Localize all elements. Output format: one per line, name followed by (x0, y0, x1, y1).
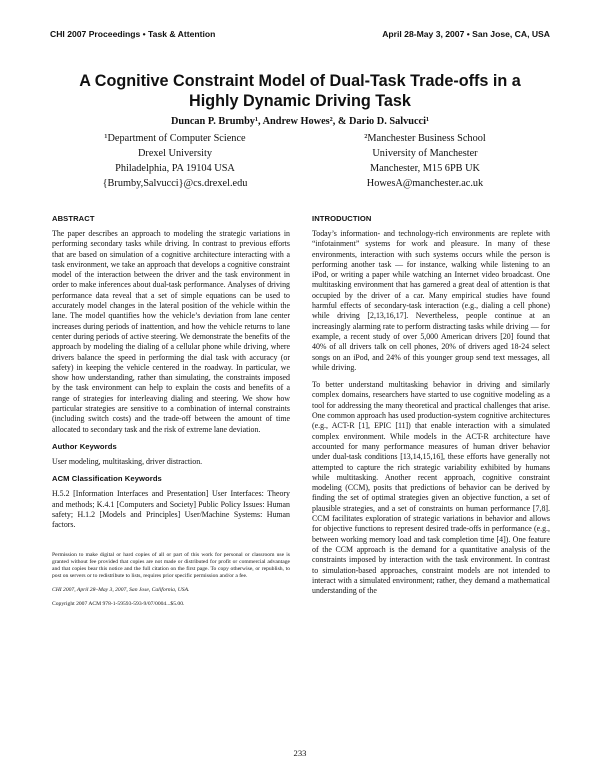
affiliation-email: HowesA@manchester.ac.uk (366, 178, 484, 189)
permission-venue: CHI 2007, April 28–May 3, 2007, San Jose, California, USA. (52, 586, 190, 593)
page-number: 233 (293, 748, 307, 758)
affiliation-left (50, 131, 300, 191)
affiliation-line: Drexel University (137, 148, 213, 159)
affiliation-right (300, 131, 550, 191)
author-list: Duncan P. Brumby¹, Andrew Howes², & Dario D. Salvucci¹ (170, 116, 430, 127)
introduction-heading: INTRODUCTION (312, 214, 372, 223)
permission-text: Permission to make digital or hard copies of all or part of this work for personal or classroom use is granted without fee provided that copies are not made or distributed for profit or commercial advantage and that copies bear this notice and the full citation on the first page. To copy otherwise, or republish, to post on servers or to redistribute to lists, requires prior specific permission and/or a fee. (52, 551, 290, 579)
abstract-heading: ABSTRACT (52, 214, 95, 223)
permission-copyright: Copyright 2007 ACM 978-1-59593-593-9/07/0004...$5.00. (52, 601, 185, 608)
left-column (52, 214, 290, 615)
abstract-text: The paper describes an approach to modeling the strategic variations in performing secondary tasks while driving. In contrast to previous efforts that are based on simulation of a cognitive architecture interacting with a task environment, we take an approach that develops a cognitive constraint model of the interaction between the driver and the task environment in order to make inferences about dual-task performance. Analyses of driving performance data reveal that a set of simple equations can be used to accurately model changes in the lateral position of the vehicle within the lane. The model quantifies how the vehicle’s deviation from lane center increases during periods of inattention, and how the vehicle returns to lane center during periods of active steering. We demonstrate the benefits of the approach by modeling the dialing of a cellular phone while driving, where drivers balance the speed in performing the dial task with accuracy (or safety) in keeping the vehicle centered in the roadway. In particular, we show how understanding, rather than simulating, the constraints imposed by the task environment can help to explain the costs and benefits of a range of strategies for interleaving dialing and steering. We show how particular strategies are sensitive to a combination of internal constraints (including switch costs) and the trade-off between the amount of time allocated to secondary task and the risk of extreme lane deviation. (52, 229, 290, 434)
affiliation-line: ²Manchester Business School (364, 133, 486, 144)
affiliation-line: ¹Department of Computer Science (104, 133, 246, 144)
introduction-paragraph-2: To better understand multitasking behavior in driving and similarly complex domains, researchers have started to use cognitive modeling as a tool for addressing the many theoretical and practical challenges that arise. One common approach has used production-system cognitive architectures (e.g., ACT-R [1], EPIC [11]) that enable interaction with a simulated complex environment. While models in the ACT-R architecture have accounted for many performance measures of human driver behavior under dual-task conditions [13,14,15,16], these efforts have generally not attempted to capture the rich strategic variability exhibited by humans while multitasking. Another recent approach, cognitive constraint modeling (CCM), posits that predictions of behavior can be derived by finding the set of optimal strategies given an objective function, a set of plausible strategies, and a set of constraints on human performance [7,8]. CCM facilitates exploration of strategic variations in behavior and allows for objective functions to represent desired trade-offs in performance (e.g., between working memory load and task completion time [4]). One feature of the CCM approach is the demand for a quantitative analysis of the constraints imposed by interaction with the task environment. In contrast to simulation-based approaches, constraint models are not intended to interact with a simulated environment; rather, they demand a mathematical understanding of the (312, 380, 550, 596)
title-line-1: A Cognitive Constraint Model of Dual-Task Trade-offs in a (79, 72, 521, 90)
title-line-2: Highly Dynamic Driving Task (189, 91, 411, 110)
permission-notice (52, 544, 290, 615)
paper-title (40, 72, 560, 111)
acm-text: H.5.2 [Information Interfaces and Presentation] User Interfaces: Theory and methods; K.4.1 [Computers and Society] Public Policy Issues: Human safety; H.1.2 [Models and Principles] User/Machine Systems: Human factors. (52, 489, 290, 530)
affiliation-line: Manchester, M15 6PB UK (370, 163, 480, 174)
acm-heading: ACM Classification Keywords (52, 474, 162, 484)
running-header-right: April 28-May 3, 2007 • San Jose, CA, USA (382, 29, 550, 39)
keywords-heading: Author Keywords (52, 441, 117, 451)
affiliation-email: {Brumby,Salvucci}@cs.drexel.edu (102, 178, 248, 189)
running-header-left: CHI 2007 Proceedings • Task & Attention (50, 29, 216, 39)
right-column (312, 214, 550, 603)
affiliation-line: Philadelphia, PA 19104 USA (115, 163, 235, 174)
affiliation-line: University of Manchester (372, 148, 478, 159)
introduction-paragraph-1: Today’s information- and technology-rich environments are replete with “infotainment” systems for work and pleasure. In many of these environments, interaction with such systems occurs while the person is performing another task — for instance, walking while listening to an iPod, or writing a paper while watching an Internet video broadcast. One multitasking environment that has garnered a great deal of attention is that occupied by the driver of a car. Many empirical studies have found harmful effects of secondary-task interaction (e.g., dialing a cell phone) while driving [2,13,16,17]. Nevertheless, people continue at an increasingly alarming rate to perform distracting tasks while driving — for example, a recent study of over 5,000 American drivers [20] found that 40% of all drivers talk on cell phones, 20% of drivers aged 18-24 select songs on an iPod, and 24% of this younger group send text messages, all while driving. (312, 229, 550, 372)
keywords-text: User modeling, multitasking, driver distraction. (52, 456, 203, 466)
